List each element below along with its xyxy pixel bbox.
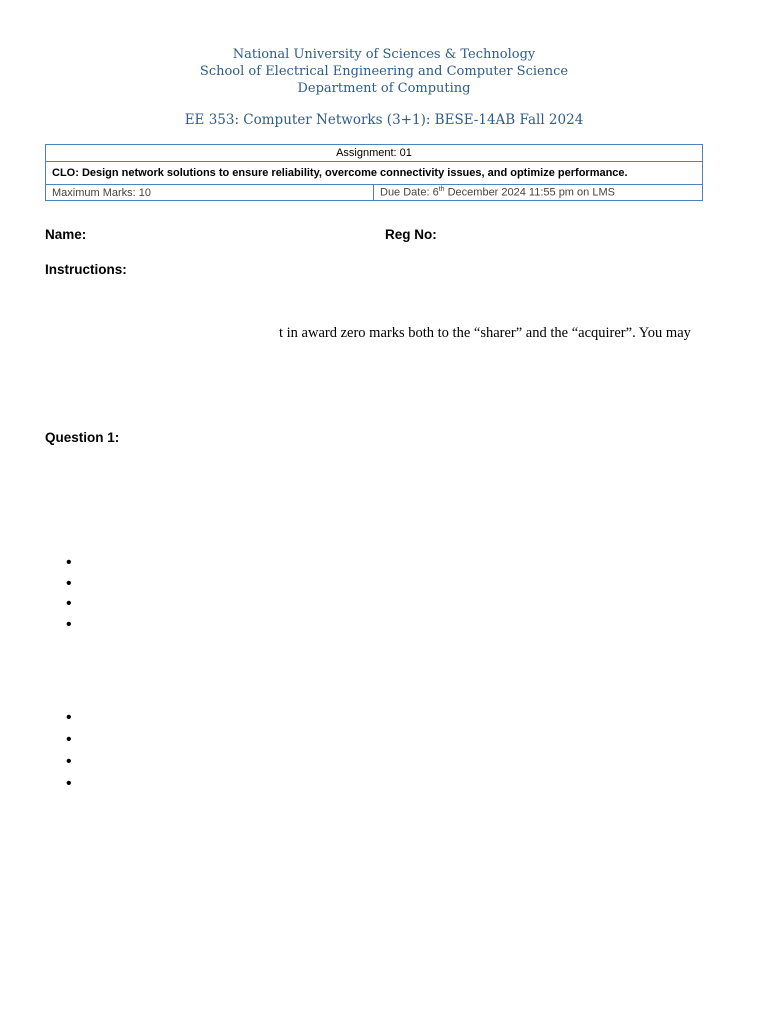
school-name: School of Electrical Engineering and Computer Science [199, 64, 569, 79]
due-date-suffix: December 2024 11:55 pm on LMS [444, 186, 615, 199]
bullet-point: • [66, 595, 72, 612]
maximum-marks: Maximum Marks: 10 [46, 185, 374, 201]
assignment-info-table [45, 144, 703, 201]
assignment-number: Assignment: 01 [46, 145, 703, 162]
due-date-superscript: th [438, 186, 445, 194]
instructions-text-fragment: t in award zero marks both to the “sharer” and the “acquirer”. You may [279, 325, 691, 341]
due-date-prefix: Due Date: 6 [380, 186, 439, 199]
clo-text: CLO: Design network solutions to ensure reliability, overcome connectivity issues, and optimize performance. [46, 162, 703, 185]
bullet-point: • [66, 709, 72, 726]
department-name: Department of Computing [297, 81, 471, 96]
bullet-point: • [66, 753, 72, 770]
course-title: EE 353: Computer Networks (3+1): BESE-14AB Fall 2024 [184, 112, 584, 128]
bullet-point: • [66, 775, 72, 792]
bullet-point: • [66, 575, 72, 592]
question-1-heading: Question 1: [45, 430, 120, 445]
university-name: National University of Sciences & Technology [232, 47, 536, 62]
bullet-point: • [66, 731, 72, 748]
bullet-point: • [66, 616, 72, 633]
bullet-point: • [66, 554, 72, 571]
reg-no-label: Reg No: [385, 227, 437, 242]
name-label: Name: [45, 227, 87, 242]
due-date [374, 185, 703, 201]
instructions-heading: Instructions: [45, 262, 127, 277]
